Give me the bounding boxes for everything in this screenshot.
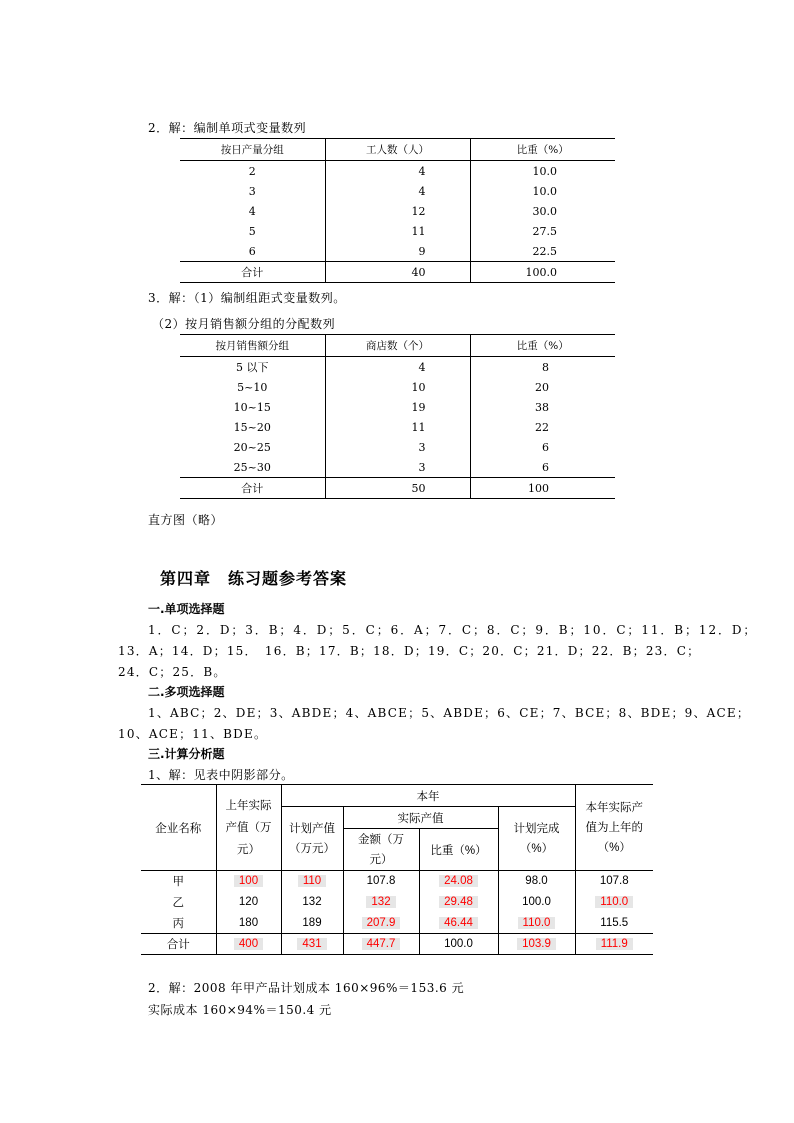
- cell: 9: [325, 241, 470, 262]
- cell-highlight: 431: [297, 938, 326, 950]
- cell: 27.5: [532, 224, 557, 238]
- cell: 合计: [180, 478, 325, 499]
- header-plan: 计划产值（万元）: [281, 807, 343, 871]
- header-actual: 实际产值: [343, 807, 498, 829]
- header-this-year: 本年: [281, 785, 575, 807]
- table-row: [180, 437, 615, 457]
- header-ratio: 本年实际产值为上年的（%）: [575, 785, 653, 871]
- cell-highlight: 110.0: [518, 917, 556, 929]
- cell-highlight: 100: [234, 875, 263, 887]
- cell: 38: [535, 400, 549, 414]
- cell: 100.0: [498, 892, 575, 913]
- q3-line1: 3．解：（1）编制组距式变量数列。: [148, 291, 346, 305]
- cell: 5: [180, 221, 325, 241]
- cell-company: 丙: [141, 913, 216, 934]
- cell: 2: [180, 161, 325, 182]
- cell: 10: [325, 377, 470, 397]
- histogram-note: 直方图（略）: [148, 513, 224, 527]
- table-row: [180, 181, 615, 201]
- cell: 132: [281, 892, 343, 913]
- cell: 22: [535, 420, 549, 434]
- q2-title: 2．解：编制单项式变量数列: [148, 121, 307, 135]
- q2-header-group: 按日产量分组: [180, 139, 325, 161]
- cell: 合计: [180, 262, 325, 283]
- table-row: [180, 457, 615, 478]
- table-total-row: [180, 262, 615, 283]
- section-multiple-choice: 二.多项选择题: [148, 685, 225, 699]
- q2b-line1: 2．解：2008 年甲产品计划成本 160×96%＝153.6 元: [148, 981, 465, 995]
- cell: 11: [325, 221, 470, 241]
- cell-highlight: 207.9: [362, 917, 401, 929]
- header-completion: 计划完成（%）: [498, 807, 575, 871]
- cell: 40: [325, 262, 470, 283]
- table-row: [141, 871, 653, 892]
- cell: 50: [325, 478, 470, 499]
- cell-highlight: 110: [298, 875, 326, 887]
- cell: 3: [325, 437, 470, 457]
- table-row: [180, 377, 615, 397]
- calculation-intro: 1、解：见表中阴影部分。: [148, 768, 294, 782]
- cell: 22.5: [532, 244, 557, 258]
- cell: 4: [325, 357, 470, 378]
- cell: 120: [216, 892, 281, 913]
- q2-table: [180, 138, 615, 283]
- cell: 15~20: [180, 417, 325, 437]
- q2-header-share: 比重（%）: [470, 139, 615, 161]
- q2-header-workers: 工人数（人）: [325, 139, 470, 161]
- cell: 19: [325, 397, 470, 417]
- cell-highlight: 46.44: [439, 917, 478, 929]
- cell: 98.0: [498, 871, 575, 892]
- cell: 4: [325, 181, 470, 201]
- single-choice-line3: 24．C；25．B。: [118, 665, 227, 679]
- cell: 10.0: [532, 184, 557, 198]
- q3-header-stores: 商店数（个）: [325, 335, 470, 357]
- table-total-row: [141, 934, 653, 955]
- q3-header-group: 按月销售额分组: [180, 335, 325, 357]
- table-row: [180, 417, 615, 437]
- output-value-table: [141, 784, 653, 955]
- cell: 6: [180, 241, 325, 262]
- cell: 6: [542, 440, 549, 454]
- cell: 20~25: [180, 437, 325, 457]
- table-row: [180, 161, 615, 182]
- cell-highlight: 132: [366, 896, 395, 908]
- cell-highlight: 111.9: [596, 938, 633, 950]
- cell: 3: [180, 181, 325, 201]
- q3-header-share: 比重（%）: [470, 335, 615, 357]
- header-company: 企业名称: [141, 785, 216, 871]
- table-row: [141, 913, 653, 934]
- table-row: [180, 397, 615, 417]
- cell-highlight: 400: [234, 938, 263, 950]
- cell: 10~15: [180, 397, 325, 417]
- cell: 4: [325, 161, 470, 182]
- cell: 4: [180, 201, 325, 221]
- cell: 30.0: [532, 204, 557, 218]
- cell: 11: [325, 417, 470, 437]
- cell-highlight: 29.48: [439, 896, 478, 908]
- cell: 10.0: [532, 164, 557, 178]
- multiple-choice-line2: 10、ACE；11、BDE。: [118, 727, 268, 741]
- section-calculation: 三.计算分析题: [148, 747, 225, 761]
- cell-company: 甲: [141, 871, 216, 892]
- cell: 3: [325, 457, 470, 478]
- cell: 25~30: [180, 457, 325, 478]
- cell: 107.8: [599, 875, 629, 888]
- cell-company: 乙: [141, 892, 216, 913]
- cell: 6: [542, 460, 549, 474]
- cell-highlight: 24.08: [439, 875, 478, 887]
- table-row: [180, 357, 615, 378]
- cell: 107.8: [343, 871, 419, 892]
- q3-table: [180, 334, 615, 499]
- cell: 100: [470, 478, 615, 499]
- cell-highlight: 103.9: [517, 938, 556, 950]
- single-choice-line1: 1．C；2．D；3．B；4．D；5．C；6．A；7．C；8．C；9．B；10．C；11．B；12．D；: [148, 623, 758, 637]
- table-row: [180, 201, 615, 221]
- cell: 115.5: [600, 916, 629, 929]
- table-row: [180, 221, 615, 241]
- chapter-title: 第四章 练习题参考答案: [160, 569, 348, 588]
- cell: 100.0: [419, 934, 498, 955]
- cell: 180: [216, 913, 281, 934]
- cell-highlight: 447.7: [362, 938, 401, 950]
- cell: 5~10: [180, 377, 325, 397]
- cell: 5 以下: [180, 357, 325, 378]
- table-total-row: [180, 478, 615, 499]
- q2b-line2: 实际成本 160×94%＝150.4 元: [148, 1003, 332, 1017]
- cell: 20: [535, 380, 549, 394]
- table-row: [141, 892, 653, 913]
- multiple-choice-line1: 1、ABC；2、DE；3、ABDE；4、ABCE；5、ABDE；6、CE；7、BCE；8、BDE；9、ACE；: [148, 706, 751, 720]
- cell: 189: [281, 913, 343, 934]
- header-amount: 金额（万元）: [343, 829, 419, 871]
- single-choice-line2: 13．A；14．D；15． 16．B；17．B；18．D；19．C；20．C；21．D；22．B；23．C；: [118, 644, 701, 658]
- section-single-choice: 一.单项选择题: [148, 602, 225, 616]
- cell-highlight: 110.0: [595, 896, 633, 908]
- q3-line2: （2）按月销售额分组的分配数列: [152, 317, 336, 331]
- cell: 100.0: [470, 262, 615, 283]
- table-row: [180, 241, 615, 262]
- cell: 8: [542, 360, 549, 374]
- header-last-year: 上年实际产值（万元）: [216, 785, 281, 871]
- cell-company: 合计: [141, 934, 216, 955]
- cell: 12: [325, 201, 470, 221]
- header-share: 比重（%）: [419, 829, 498, 871]
